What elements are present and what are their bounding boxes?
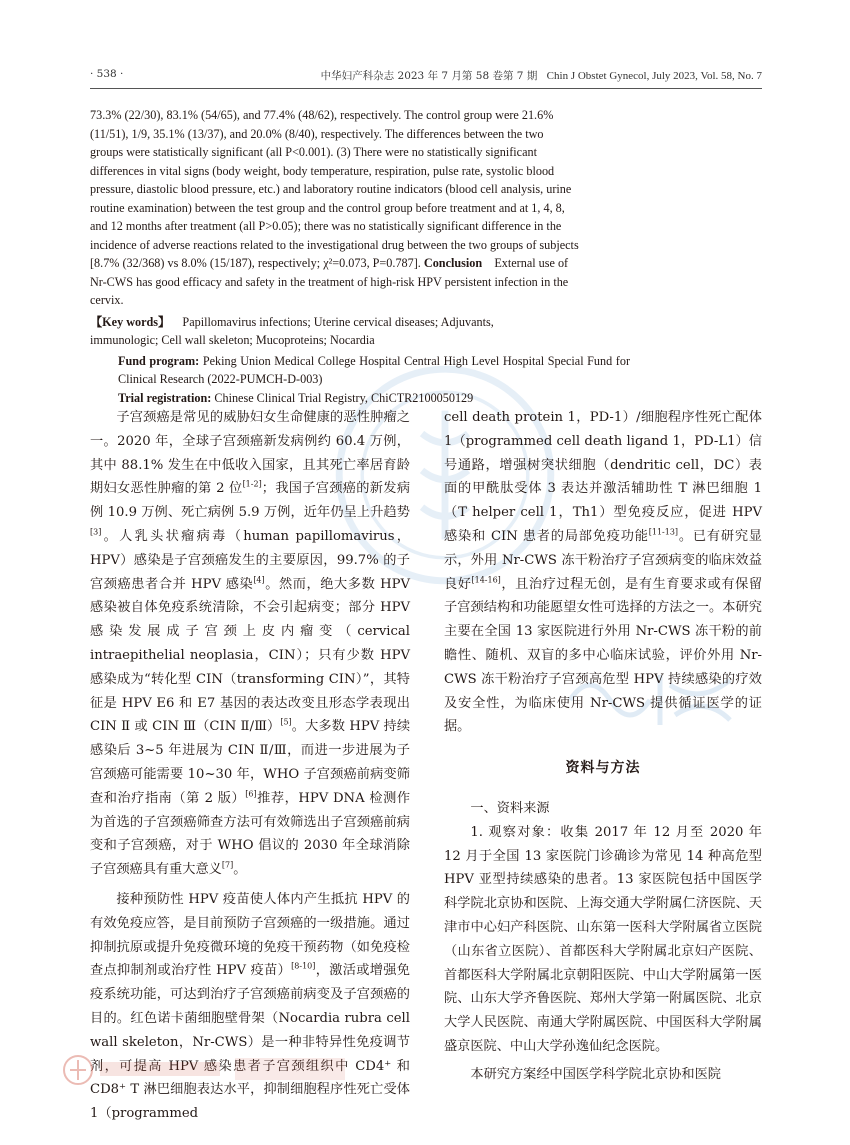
text-run: 。人乳头状瘤病毒（human papillomavirus，HPV）感染是子宫颈癌发生的主要原因，99.7% 的子宫颈癌患者合并 HPV 感染: [90, 528, 410, 592]
page-number: · 538 ·: [90, 68, 124, 80]
abstract-line: cervix.: [90, 293, 124, 307]
text-run: 。已有研究显示，外用 Nr-CWS 冻干粉治疗子宫颈病变的临床效益良好: [444, 528, 762, 592]
abstract-line-text: External use of: [494, 256, 569, 270]
citation-ref[interactable]: [4]: [253, 575, 265, 585]
left-column: [90, 406, 410, 1126]
text-run: 。: [233, 862, 247, 878]
text-run: ；我国子宫颈癌的新发病例 10.9 万例、死亡病例 5.9 万例，近年仍呈上升趋势: [90, 481, 411, 521]
intro-paragraph-2-cont: [444, 406, 762, 739]
citation-ref[interactable]: [7]: [221, 860, 234, 870]
text-run: 推荐，HPV DNA 检测作为首选的子宫颈癌筛查方法可有效筛选出子宫颈癌前病变和子宫颈癌，对于 WHO 倡议的 2030 年全球消除子宫颈癌具有重大意义: [90, 790, 411, 878]
fund-program: [90, 352, 630, 389]
citation-ref[interactable]: [1-2]: [242, 480, 262, 489]
section-title-methods: 资料与方法: [565, 760, 641, 777]
keywords-line1: Papillomavirus infections; Uterine cervical diseases; Adjuvants,: [182, 314, 494, 329]
text-run: ，激活或增强免疫系统功能，可达到治疗子宫颈癌前病变及子宫颈癌的目的。红色诺卡菌细胞壁骨架（Nocardia rubra cell wall skeleton，Nr-CWS）是一种非特异性免疫调节剂，可提高 HPV 感染患者子宫颈组织中 CD4⁺ 和 CD8⁺ T 淋巴细胞表达水平，抑制细胞程序性死亡受体 1（programmed: [90, 963, 410, 1122]
journal-citation: [321, 68, 762, 83]
citation-ref[interactable]: [11-13]: [648, 527, 679, 537]
keywords-label: 【Key words】: [90, 314, 171, 329]
abstract-line: routine examination) between the test group and the control group before treatment and at 1, 4, 8,: [90, 200, 565, 215]
text-run: 。大多数 HPV 持续感染后 3~5 年进展为 CIN Ⅱ/Ⅲ，而进一步进展为子宫颈癌可能需要 10~30 年，WHO 子宫颈癌前病变筛查和治疗指南（第 2 版）: [90, 719, 411, 806]
journal-name-cn: 中华妇产科杂志 2023 年 7 月第 58 卷第 7 期: [320, 70, 538, 82]
abstract-line: (11/51), 1/9, 35.1% (13/37), and 20.0% (8/40), respectively. The differences between the two: [90, 126, 544, 141]
text-run: 子宫颈癌是常见的威胁妇女生命健康的恶性肿瘤之一。2020 年，全球子宫颈癌新发病例约 60.4 万例，其中 88.1% 发生在中低收入国家，且其死亡率居育龄期妇女恶性肿瘤的第 2 位: [90, 410, 410, 497]
abstract-line: differences in vital signs (body weight, body temperature, respiration, pulse rate, systolic blood: [90, 163, 555, 178]
abstract-line: and 12 months after treatment (all P>0.05); there was no statistically significant difference in the: [90, 219, 562, 233]
fund-label: Fund program:: [118, 353, 200, 368]
fund-text: Peking Union Medical College Hospital Central High Level Hospital Special Fund for Clinical Research (2022-PUMCH-D-003): [118, 353, 630, 386]
abstract-line: [90, 254, 630, 273]
trial-text: Chinese Clinical Trial Registry, ChiCTR2100050129: [214, 390, 474, 405]
header-rule: [90, 88, 762, 89]
journal-name-en: Chin J Obstet Gynecol, July 2023, Vol. 58, No. 7: [546, 70, 762, 82]
methods-paragraph-2: 本研究方案经中国医学科学院北京协和医院: [470, 1066, 721, 1082]
trial-registration: [90, 389, 630, 408]
abstract-line: Nr-CWS has good efficacy and safety in the treatment of high-risk HPV persistent infection in the: [90, 274, 569, 289]
keywords: [90, 313, 630, 332]
text-run: 接种预防性 HPV 疫苗使人体内产生抵抗 HPV 的有效免疫应答，是目前预防子宫颈癌的一级措施。通过抑制抗原或提升免疫微环境的免疫干预药物（如免疫检查点抑制剂或治疗性 HPV 疫苗）: [90, 891, 410, 979]
abstract-line: pressure, diastolic blood pressure, etc.) and laboratory routine indicators (blood cell analysis, urine: [90, 182, 572, 196]
text-run: 。然而，绝大多数 HPV 感染被自体免疫系统清除，不会引起病变；部分 HPV 感染发展成子宫颈上皮内瘤变（cervical intraepithelial neoplasia，CIN）；只有少数 HPV 感染成为“转化型 CIN（transforming CIN）”，其特征是 HPV E6 和 E7 基因的表达改变且形态学表现出 CIN Ⅱ 或 CIN Ⅲ（CIN Ⅱ/Ⅲ）: [90, 576, 411, 735]
abstract-continued: [90, 106, 630, 407]
citation-ref[interactable]: [6]: [245, 789, 257, 799]
abstract-line-text: [8.7% (32/368) vs 8.0% (15/187), respectively; χ²=0.073, P=0.787].: [90, 256, 421, 270]
citation-ref[interactable]: [3]: [90, 527, 102, 537]
intro-paragraph-1: [90, 406, 410, 882]
abstract-line: groups were statistically significant (all P<0.001). (3) There were no statistically significant: [90, 145, 537, 159]
text-run: ，且治疗过程无创，是有生育要求或有保留子宫颈结构和功能愿望女性可选择的方法之一。本研究主要在全国 13 家医院进行外用 Nr-CWS 冻干粉的前瞻性、随机、双盲的多中心临床试验，评价外用 Nr-CWS 冻干粉治疗子宫颈高危型 HPV 持续感染的疗效及安全性，为临床使用 Nr-CWS 提供循证医学的证据。: [444, 576, 763, 735]
right-column: [444, 406, 762, 1087]
abstract-line: incidence of adverse reactions related to the investigational drug between the two groups of subjects: [90, 237, 579, 252]
citation-ref[interactable]: [5]: [280, 717, 292, 727]
subsection-title: 一、资料来源: [470, 800, 550, 816]
citation-ref[interactable]: [8-10]: [291, 961, 316, 971]
citation-ref[interactable]: [14-16]: [471, 575, 501, 585]
abstract-line: 73.3% (22/30), 83.1% (54/65), and 77.4% (48/62), respectively. The control group were 21.6%: [90, 108, 554, 122]
publisher-logo-icon: [60, 1052, 360, 1088]
intro-paragraph-2: [90, 888, 410, 1126]
running-header: [90, 68, 762, 84]
trial-label: Trial registration:: [118, 390, 212, 405]
keywords-cont: immunologic; Cell wall skeleton; Mucoproteins; Nocardia: [90, 333, 375, 347]
conclusion-label: Conclusion: [423, 256, 483, 270]
methods-paragraph-1: 1. 观察对象：收集 2017 年 12 月至 2020 年 12 月于全国 13 家医院门诊确诊为常见 14 种高危型 HPV 亚型持续感染的患者。13 家医院包括中国医学科学院北京协和医院、上海交通大学附属仁济医院、天津市中心妇产科医院、山东第一医科大学附属省立医院（山东省立医院）、首都医科大学附属北京妇产医院、首都医科大学附属北京朝阳医院、中山大学附属第一医院、山东大学齐鲁医院、郑州大学第一附属医院、北京大学人民医院、南通大学附属医院、中国医科大学附属盛京医院、中山大学孙逸仙纪念医院。: [444, 824, 762, 1054]
text-run: cell death protein 1，PD-1）/细胞程序性死亡配体 1（programmed cell death ligand 1，PD-L1）信号通路，增强树突状细胞（dendritic cell，DC）表面的甲酰肽受体 3 表达并激活辅助性 T 淋巴细胞 1（T helper cell 1，Th1）型免疫反应，促进 HPV 感染和 CIN 患者的局部免疫功能: [444, 410, 762, 544]
